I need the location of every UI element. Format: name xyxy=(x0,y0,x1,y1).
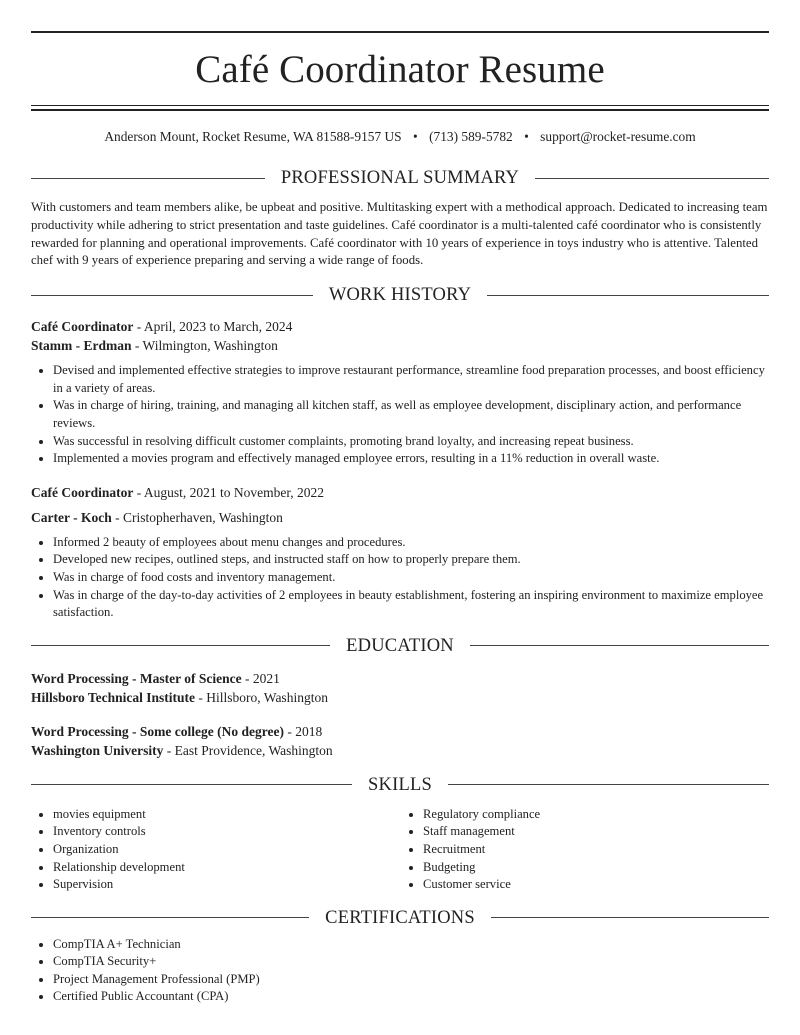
certification-item: • CompTIA A+ Technician xyxy=(53,936,769,954)
section-title: WORK HISTORY xyxy=(328,285,472,306)
job-location: - Cristopherhaven, Washington xyxy=(111,509,283,525)
section-title: CERTIFICATIONS xyxy=(325,907,475,928)
certification-item: • CompTIA Security+ xyxy=(53,953,769,971)
job-bullet: • Implemented a movies program and effectively managed employee errors, resulting in a 11% reduction in overall waste. xyxy=(53,450,769,468)
bullet-separator: • xyxy=(413,129,418,144)
job-bullet: • Was in charge of the day-to-day activities of 2 employees in beauty establishment, fostering an inspiring environment to maximize employee satisfaction. xyxy=(53,587,769,622)
education-school-line xyxy=(31,741,769,760)
contact-line xyxy=(31,128,769,146)
education-degree-line xyxy=(31,722,769,741)
job-title-line xyxy=(31,317,769,336)
top-rule xyxy=(31,31,769,33)
heading-rule-right xyxy=(491,917,769,918)
job-dates: - April, 2023 to March, 2024 xyxy=(133,319,293,335)
heading-rule-left xyxy=(31,295,313,296)
heading-rule-right xyxy=(535,178,769,179)
skill-item: • Recruitment xyxy=(423,841,769,859)
education-year: - 2018 xyxy=(283,723,323,739)
job-bullets xyxy=(31,534,769,622)
job-bullet: • Devised and implemented effective strategies to improve restaurant performance, streamline food preparation processes, and boost efficiency in a variety of areas. xyxy=(53,362,769,397)
heading-rule-left xyxy=(31,645,330,646)
skills-column-left xyxy=(31,806,399,894)
job-bullet: • Was successful in resolving difficult customer complaints, promoting brand loyalty, and increasing repeat business. xyxy=(53,433,769,451)
skill-item: • Regulatory compliance xyxy=(423,806,769,824)
skills-list xyxy=(31,806,769,894)
job-entry xyxy=(31,483,769,622)
job-company: Stamm - Erdman xyxy=(31,338,132,354)
job-title-line xyxy=(31,483,769,502)
section-title: EDUCATION xyxy=(346,635,454,656)
heading-rule-right xyxy=(470,645,769,646)
section-heading-education xyxy=(31,635,769,657)
summary-text: With customers and team members alike, be upbeat and positive. Multitasking expert with a methodical approach. Dedicated to increasing team productivity while adhering to strict presentation and taste guidelines. Café coordinator is a multi-talented café coordinator who is consistently rewarded for planning and operational improvements. Café coordinator with 10 years of experience in toys industry who is attentive. Talented chef with 9 years of experience preparing and serving a wide range of foods. xyxy=(31,200,768,268)
job-dates: - August, 2021 to November, 2022 xyxy=(133,484,325,500)
section-title: SKILLS xyxy=(368,774,432,795)
job-company: Carter - Koch xyxy=(31,509,112,525)
job-bullet: • Was in charge of hiring, training, and managing all kitchen staff, as well as employee development, disciplinary action, and performance reviews. xyxy=(53,397,769,432)
education-year: - 2021 xyxy=(241,670,280,686)
job-bullet: • Informed 2 beauty of employees about menu changes and procedures. xyxy=(53,534,769,552)
education-degree-line xyxy=(31,669,769,688)
certification-item: • Project Management Professional (PMP) xyxy=(53,971,769,989)
section-heading-skills xyxy=(31,774,769,796)
heading-rule-left xyxy=(31,178,265,179)
resume-title: Café Coordinator Resume xyxy=(195,48,605,91)
skill-item: • Staff management xyxy=(423,823,769,841)
heading-rule-right xyxy=(487,295,769,296)
skill-item: • Customer service xyxy=(423,876,769,894)
education-location: - East Providence, Washington xyxy=(163,742,333,758)
education-school: Hillsboro Technical Institute xyxy=(31,689,196,705)
skill-item: • Inventory controls xyxy=(53,823,399,841)
education-degree: Word Processing - Some college (No degree) xyxy=(31,723,284,739)
skill-item: • Relationship development xyxy=(53,859,399,877)
section-heading-summary xyxy=(31,167,769,189)
education-school-line xyxy=(31,688,769,707)
job-title: Café Coordinator xyxy=(31,484,134,500)
skill-item: • Supervision xyxy=(53,876,399,894)
contact-email: support@rocket-resume.com xyxy=(540,129,696,144)
contact-phone: (713) 589-5782 xyxy=(429,129,513,144)
job-bullet: • Was in charge of food costs and inventory management. xyxy=(53,569,769,587)
education-entry xyxy=(31,722,769,760)
contact-address: Anderson Mount, Rocket Resume, WA 81588-9157 US xyxy=(104,129,402,144)
heading-rule-left xyxy=(31,917,309,918)
certifications-list xyxy=(31,936,769,1006)
skills-column-right xyxy=(399,806,769,894)
job-bullet: • Developed new recipes, outlined steps, and instructed staff on how to properly prepare them. xyxy=(53,551,769,569)
education-location: - Hillsboro, Washington xyxy=(195,689,328,705)
section-title: PROFESSIONAL SUMMARY xyxy=(280,168,520,188)
section-heading-work-history xyxy=(31,284,769,306)
skill-item: • Budgeting xyxy=(423,859,769,877)
heading-rule-right xyxy=(448,784,769,785)
resume-page xyxy=(31,0,769,1006)
title-double-rule xyxy=(31,105,769,111)
job-location: - Wilmington, Washington xyxy=(131,338,278,354)
education-school: Washington University xyxy=(31,742,164,758)
education-degree: Word Processing - Master of Science xyxy=(31,670,242,686)
education-entry xyxy=(31,669,769,707)
job-entry xyxy=(31,317,769,468)
bullet-separator: • xyxy=(524,129,529,144)
job-company-line xyxy=(31,508,769,527)
certification-item: • Certified Public Accountant (CPA) xyxy=(53,988,769,1006)
heading-rule-left xyxy=(31,784,352,785)
job-company-line xyxy=(31,336,769,355)
job-title: Café Coordinator xyxy=(31,319,134,335)
skill-item: • movies equipment xyxy=(53,806,399,824)
job-bullets xyxy=(31,362,769,468)
skill-item: • Organization xyxy=(53,841,399,859)
section-heading-certifications xyxy=(31,907,769,929)
